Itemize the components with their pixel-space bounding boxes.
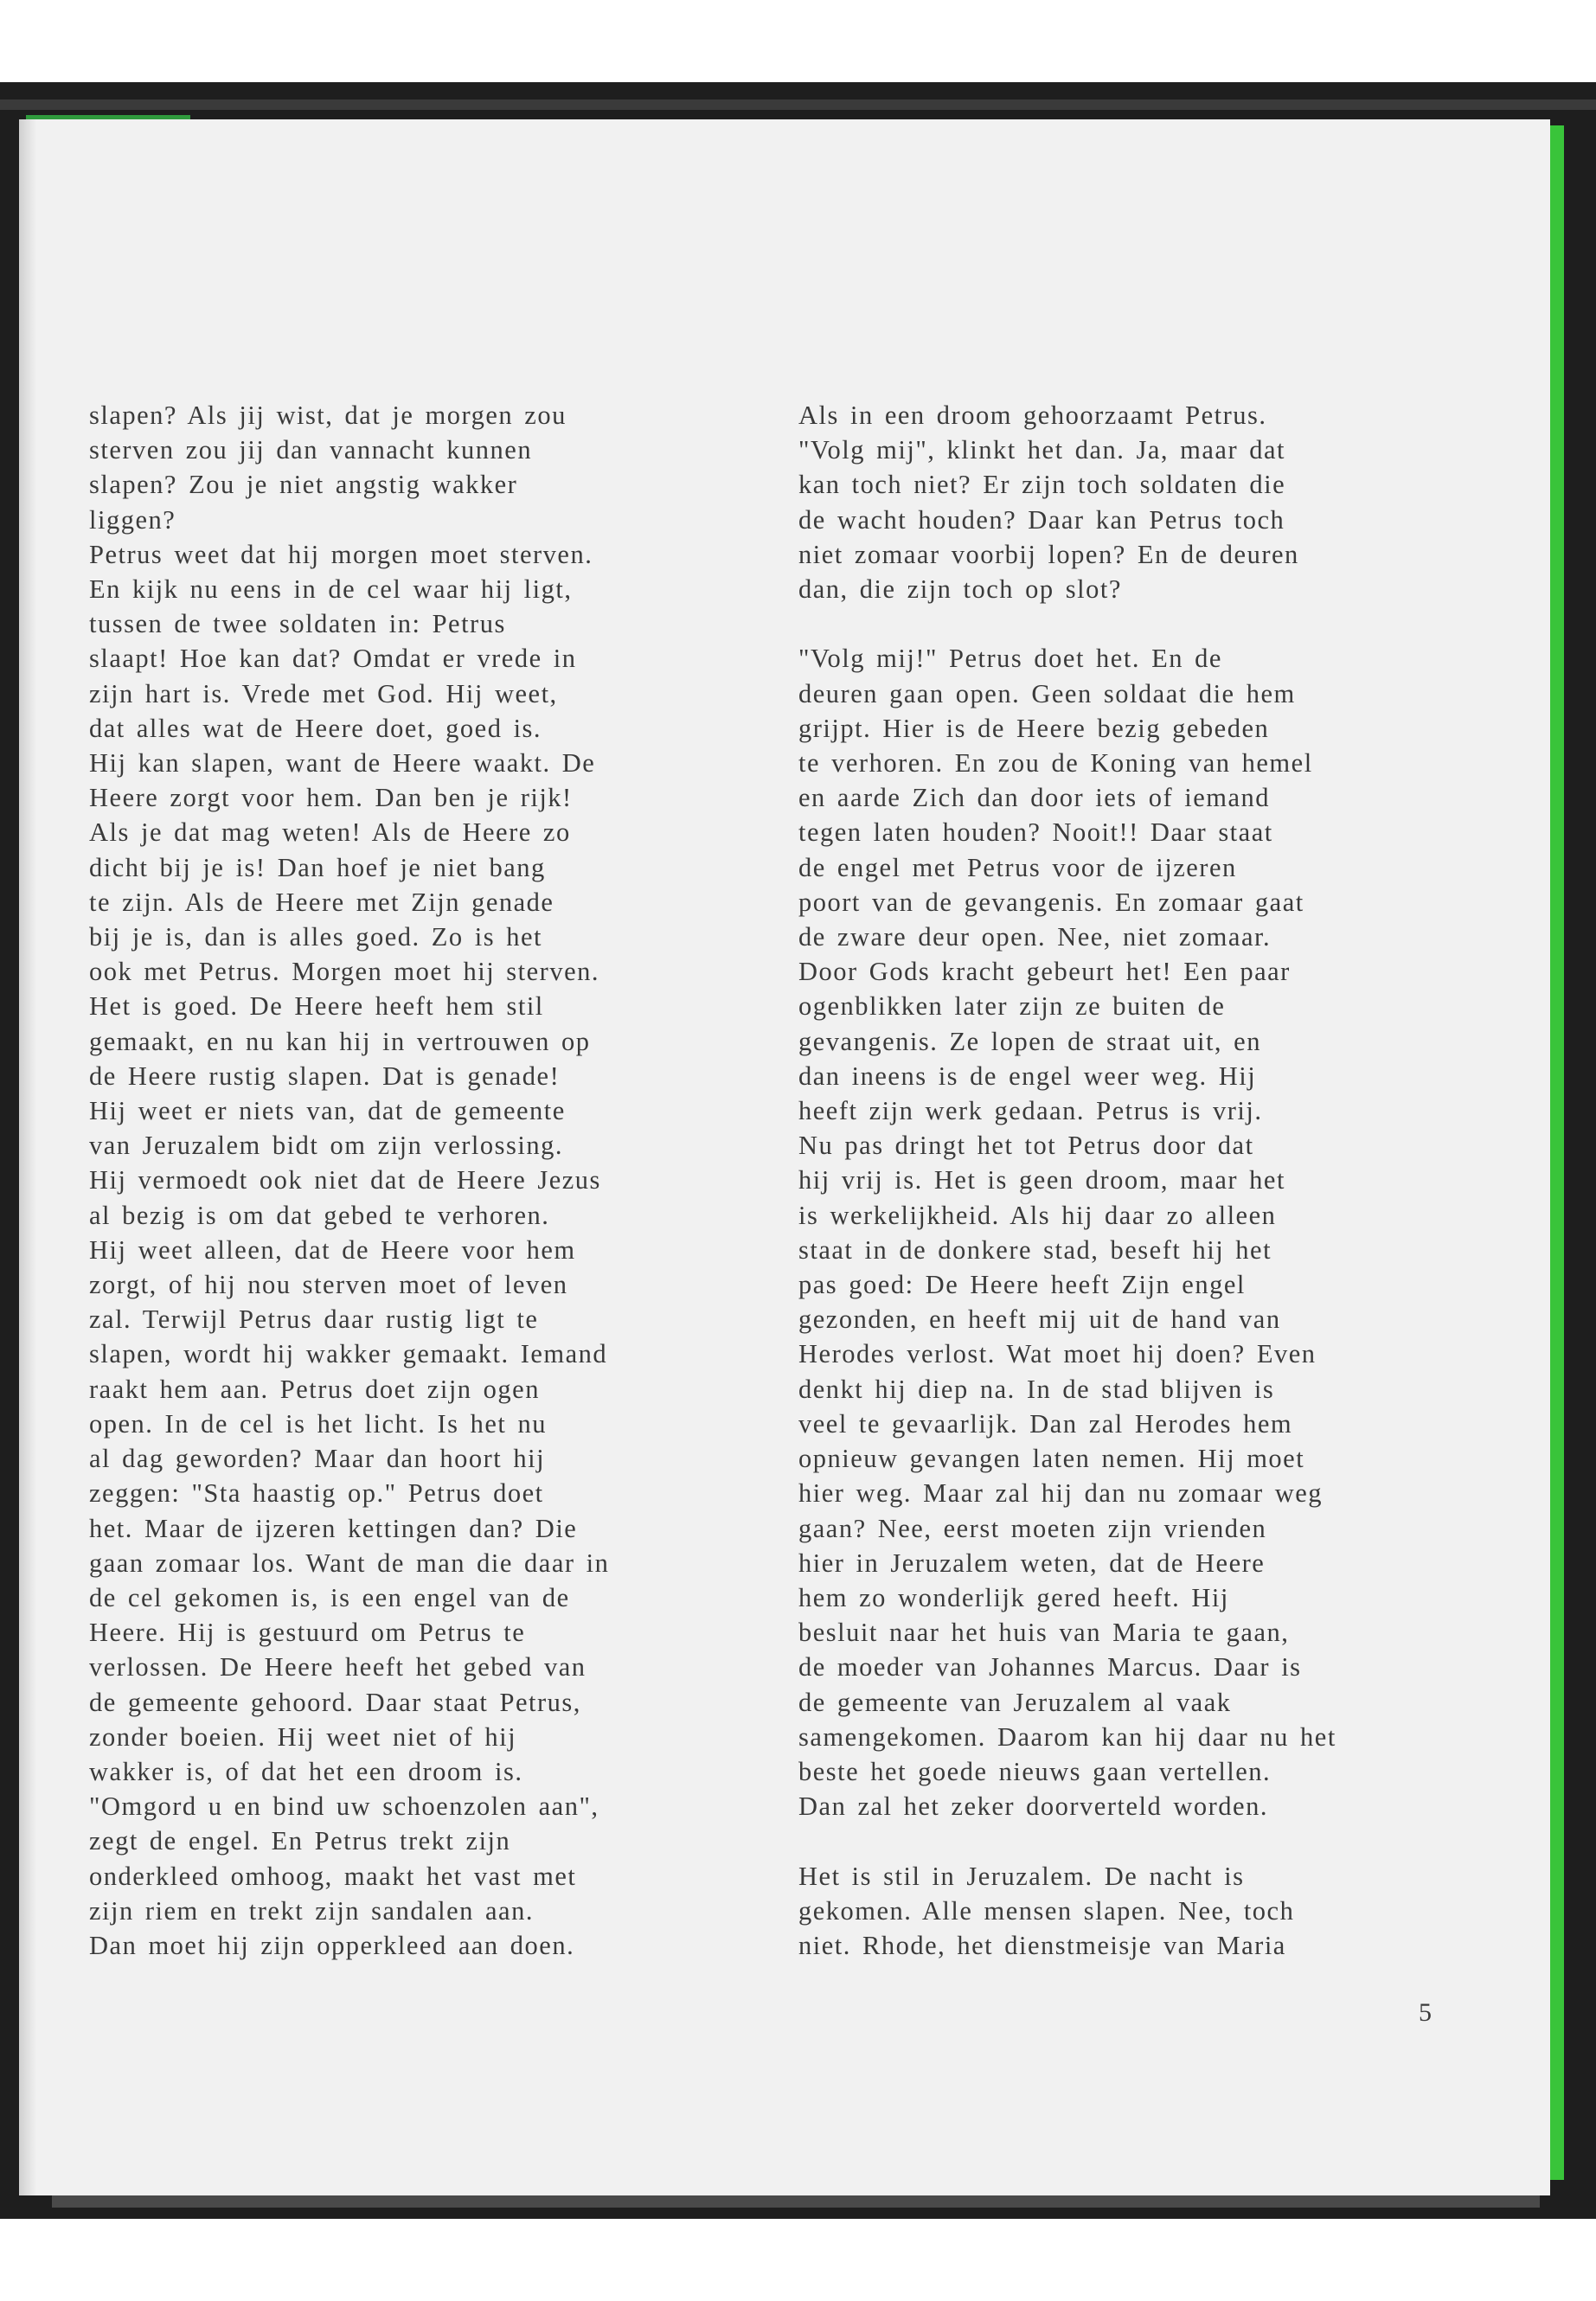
page-gutter-shadow [19,119,36,2195]
page-number: 5 [1419,1998,1432,2027]
text-column-right: Als in een droom gehoorzaamt Petrus. "Volg mij", klinkt het dan. Ja, maar dat kan toch niet? Er zijn toch soldaten die de wacht houden? Daar kan Petrus toch niet zomaar voorbij lopen? En de deuren dan, die zijn toch op slot? "Volg mij!" Petrus doet het. En de deuren gaan open. Geen soldaat die hem grijpt. Hier is de Heere bezig gebeden te verhoren. En zou de Koning van hemel en aarde Zich dan door iets of iemand tegen laten houden? Nooit!! Daar staat de engel met Petrus voor de ijzeren poort van de gevangenis. En zomaar gaat de zware deur open. Nee, niet zomaar. Door Gods kracht gebeurt het! Een paar ogenblikken later zijn ze buiten de gevangenis. Ze lopen de straat uit, en dan ineens is de engel weer weg. Hij heeft zijn werk gedaan. Petrus is vrij. Nu pas dringt het tot Petrus door dat hij vrij is. Het is geen droom, maar het is werkelijkheid. Als hij daar zo alleen staat in de donkere stad, beseft hij het pas goed: De Heere heeft Zijn engel gezonden, en heeft mij uit de hand van Herodes verlost. Wat moet hij doen? Even denkt hij diep na. In de stad blijven is veel te gevaarlijk. Dan zal Herodes hem opnieuw gevangen laten nemen. Hij moet hier weg. Maar zal hij dan nu zomaar weg gaan? Nee, eerst moeten zijn vrienden hier in Jeruzalem weten, dat de Heere hem zo wonderlijk gered heeft. Hij besluit naar het huis van Maria te gaan, de moeder van Johannes Marcus. Daar is de gemeente van Jeruzalem al vaak samengekomen. Daarom kan hij daar nu het beste het goede nieuws gaan vertellen. Dan zal het zeker doorverteld worden. Het is stil in Jeruzalem. De nacht is gekomen. Alle mensen slapen. Nee, toch niet. Rhode, het dienstmeisje van Maria [798,401,1336,1960]
text-column-left: slapen? Als jij wist, dat je morgen zou sterven zou jij dan vannacht kunnen slapen? Zou je niet angstig wakker liggen? Petrus weet dat hij morgen moet sterven. En kijk nu eens in de cel waar hij ligt, tussen de twee soldaten in: Petrus slaapt! Hoe kan dat? Omdat er vrede in zijn hart is. Vrede met God. Hij weet, dat alles wat de Heere doet, goed is. Hij kan slapen, want de Heere waakt. De Heere zorgt voor hem. Dan ben je rijk! Als je dat mag weten! Als de Heere zo dicht bij je is! Dan hoef je niet bang te zijn. Als de Heere met Zijn genade bij je is, dan is alles goed. Zo is het ook met Petrus. Morgen moet hij sterven. Het is goed. De Heere heeft hem stil gemaakt, en nu kan hij in vertrouwen op de Heere rustig slapen. Dat is genade! Hij weet er niets van, dat de gemeente van Jeruzalem bidt om zijn verlossing. Hij vermoedt ook niet dat de Heere Jezus al bezig is om dat gebed te verhoren. Hij weet alleen, dat de Heere voor hem zorgt, of hij nou sterven moet of leven zal. Terwijl Petrus daar rustig ligt te slapen, wordt hij wakker gemaakt. Iemand raakt hem aan. Petrus doet zijn ogen open. In de cel is het licht. Is het nu al dag geworden? Maar dan hoort hij zeggen: "Sta haastig op." Petrus doet het. Maar de ijzeren kettingen dan? Die gaan zomaar los. Want de man die daar in de cel gekomen is, is een engel van de Heere. Hij is gestuurd om Petrus te verlossen. De Heere heeft het gebed van de gemeente gehoord. Daar staat Petrus, zonder boeien. Hij weet niet of hij wakker is, of dat het een droom is. "Omgord u en bind uw schoenzolen aan", zegt de engel. En Petrus trekt zijn onderkleed omhoog, maakt het vast met zijn riem en trekt zijn sandalen aan. Dan moet hij zijn opperkleed aan doen. [89,401,610,1960]
page-bottom-edge [52,2195,1540,2208]
frame-top-edge [0,99,1596,110]
